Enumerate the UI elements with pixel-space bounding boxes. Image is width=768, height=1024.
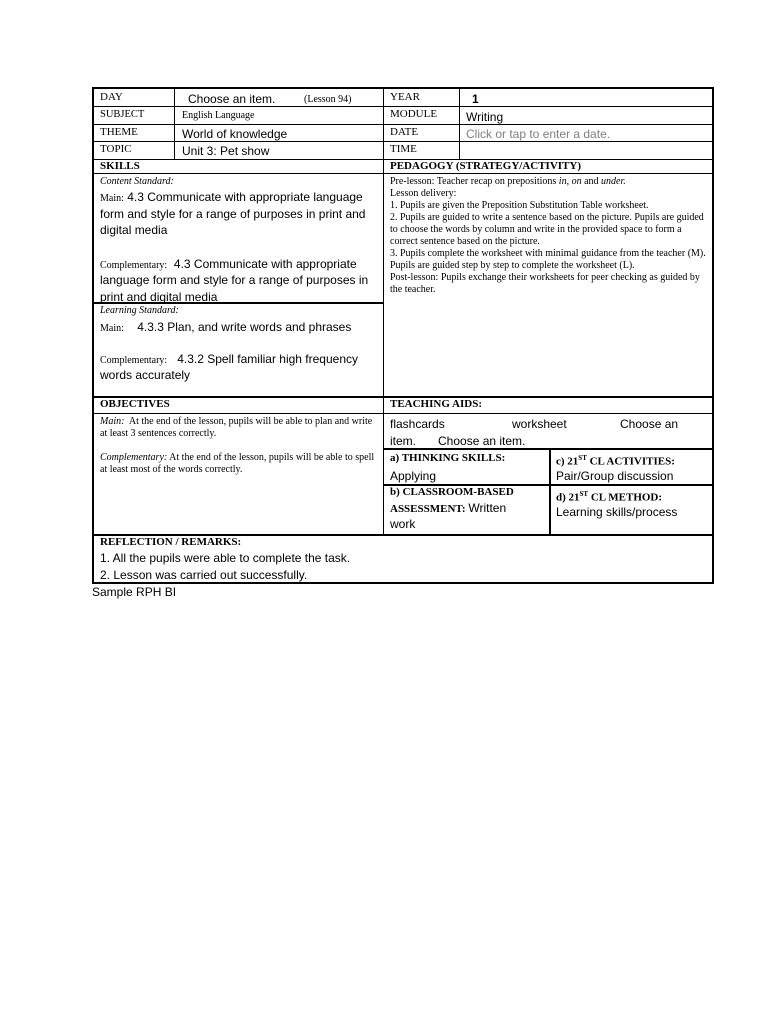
content-standard (100, 176, 380, 305)
assessment-heading: b) CLASSROOM-BASED (390, 486, 514, 498)
step-2: 2. Pupils are guided to write a sentence based on the picture. Pupils are guided to choose the words by column and write in the provided space to form a correct sentence based on the picture. (390, 212, 704, 247)
learning-main-prefix: Main: (100, 323, 124, 334)
learning-main (100, 319, 380, 336)
post-lesson: Post-lesson: Pupils exchange their worksheets for peer checking as guided by the teacher. (390, 272, 700, 295)
lesson-plan-table (92, 87, 714, 584)
objective-main: Main: At the end of the lesson, pupils will be able to plan and write at least 3 sentences correctly. (100, 416, 373, 439)
day-select[interactable]: Choose an item. (188, 92, 276, 106)
theme-label: THEME (100, 126, 138, 138)
reflection-line-1[interactable]: 1. All the pupils were able to complete the task. (100, 551, 351, 565)
cl-activities-heading: c) 21ST CL ACTIVITIES: (556, 454, 675, 468)
content-comp-prefix: Complementary: (100, 259, 168, 271)
cl-method-value[interactable]: Learning skills/process (556, 505, 678, 519)
content-main-text: 4.3 Communicate with appropriate language form and style for a range of purposes in print and digital media (100, 190, 366, 237)
module-value[interactable]: Writing (466, 110, 504, 124)
assessment-heading-2: ASSESSMENT: Written (390, 501, 507, 515)
date-picker[interactable]: Click or tap to enter a date. (466, 127, 611, 141)
teaching-aid-worksheet[interactable]: worksheet (512, 417, 567, 431)
assessment-value[interactable]: Written (468, 501, 507, 515)
reflection-line-2[interactable]: 2. Lesson was carried out successfully. (100, 568, 308, 582)
teaching-aids-heading: TEACHING AIDS: (390, 398, 482, 410)
step-3: 3. Pupils complete the worksheet with minimal guidance from the teacher (M). Pupils are guided step by step to complete the worksheet (L). (390, 248, 706, 271)
teaching-aid-select-1[interactable]: Choose an (620, 417, 679, 431)
center-divider (383, 89, 384, 534)
content-main-prefix: Main: (100, 193, 124, 204)
pedagogy-heading: PEDAGOGY (STRATEGY/ACTIVITY) (390, 160, 581, 172)
thinking-skills-heading: a) THINKING SKILLS: (390, 452, 506, 464)
content-comp (100, 256, 380, 306)
teaching-aid-select-1-cont[interactable]: item. (390, 434, 417, 448)
assessment-value-2[interactable]: work (390, 517, 416, 531)
lesson-delivery-label: Lesson delivery: (390, 188, 457, 199)
year-value: 1 (472, 92, 479, 106)
objectives-content (100, 416, 378, 476)
learning-comp-text: 4.3.2 Spell familiar high frequency words accurately (100, 351, 359, 382)
skills-heading: SKILLS (100, 160, 140, 172)
subject-value: English Language (182, 110, 255, 121)
teaching-aid-flashcards[interactable]: flashcards (390, 417, 445, 431)
objective-comp: Complementary: At the end of the lesson, pupils will be able to spell at least most of the words correctly. (100, 452, 375, 475)
lesson-number: (Lesson 94) (304, 94, 352, 105)
year-label: YEAR (390, 91, 420, 103)
topic-label: TOPIC (100, 143, 132, 155)
cl-activities-value[interactable]: Pair/Group discussion (556, 469, 674, 483)
cl-method-heading: d) 21ST CL METHOD: (556, 490, 663, 504)
learning-comp-prefix: Complementary: (100, 354, 168, 366)
learning-main-text: 4.3.3 Plan, and write words and phrases (137, 320, 352, 334)
content-comp-text: 4.3 Communicate with appropriate language form and style for a range of purposes in print and digital media (100, 256, 369, 304)
day-label: DAY (100, 91, 123, 103)
learning-comp (100, 351, 380, 384)
subject-label: SUBJECT (100, 109, 145, 120)
learning-standard-label: Learning Standard: (100, 305, 179, 316)
objectives-heading: OBJECTIVES (100, 398, 170, 410)
theme-value[interactable]: World of knowledge (182, 127, 288, 141)
content-main (100, 189, 380, 239)
teaching-aid-select-2[interactable]: Choose an item. (438, 434, 526, 448)
step-1: 1. Pupils are given the Preposition Substitution Table worksheet. (390, 200, 649, 211)
pre-lesson: Pre-lesson: Teacher recap on prepositions in, on and under. (390, 176, 626, 187)
page-caption: Sample RPH BI (92, 585, 177, 599)
time-label: TIME (390, 143, 417, 155)
learning-standard (100, 305, 380, 384)
pedagogy-content (390, 176, 708, 296)
topic-value[interactable]: Unit 3: Pet show (182, 144, 270, 158)
thinking-skills-value[interactable]: Applying (390, 469, 437, 483)
module-label: MODULE (390, 108, 438, 120)
content-standard-label: Content Standard: (100, 176, 174, 187)
date-label: DATE (390, 126, 419, 138)
reflection-heading: REFLECTION / REMARKS: (100, 536, 242, 548)
